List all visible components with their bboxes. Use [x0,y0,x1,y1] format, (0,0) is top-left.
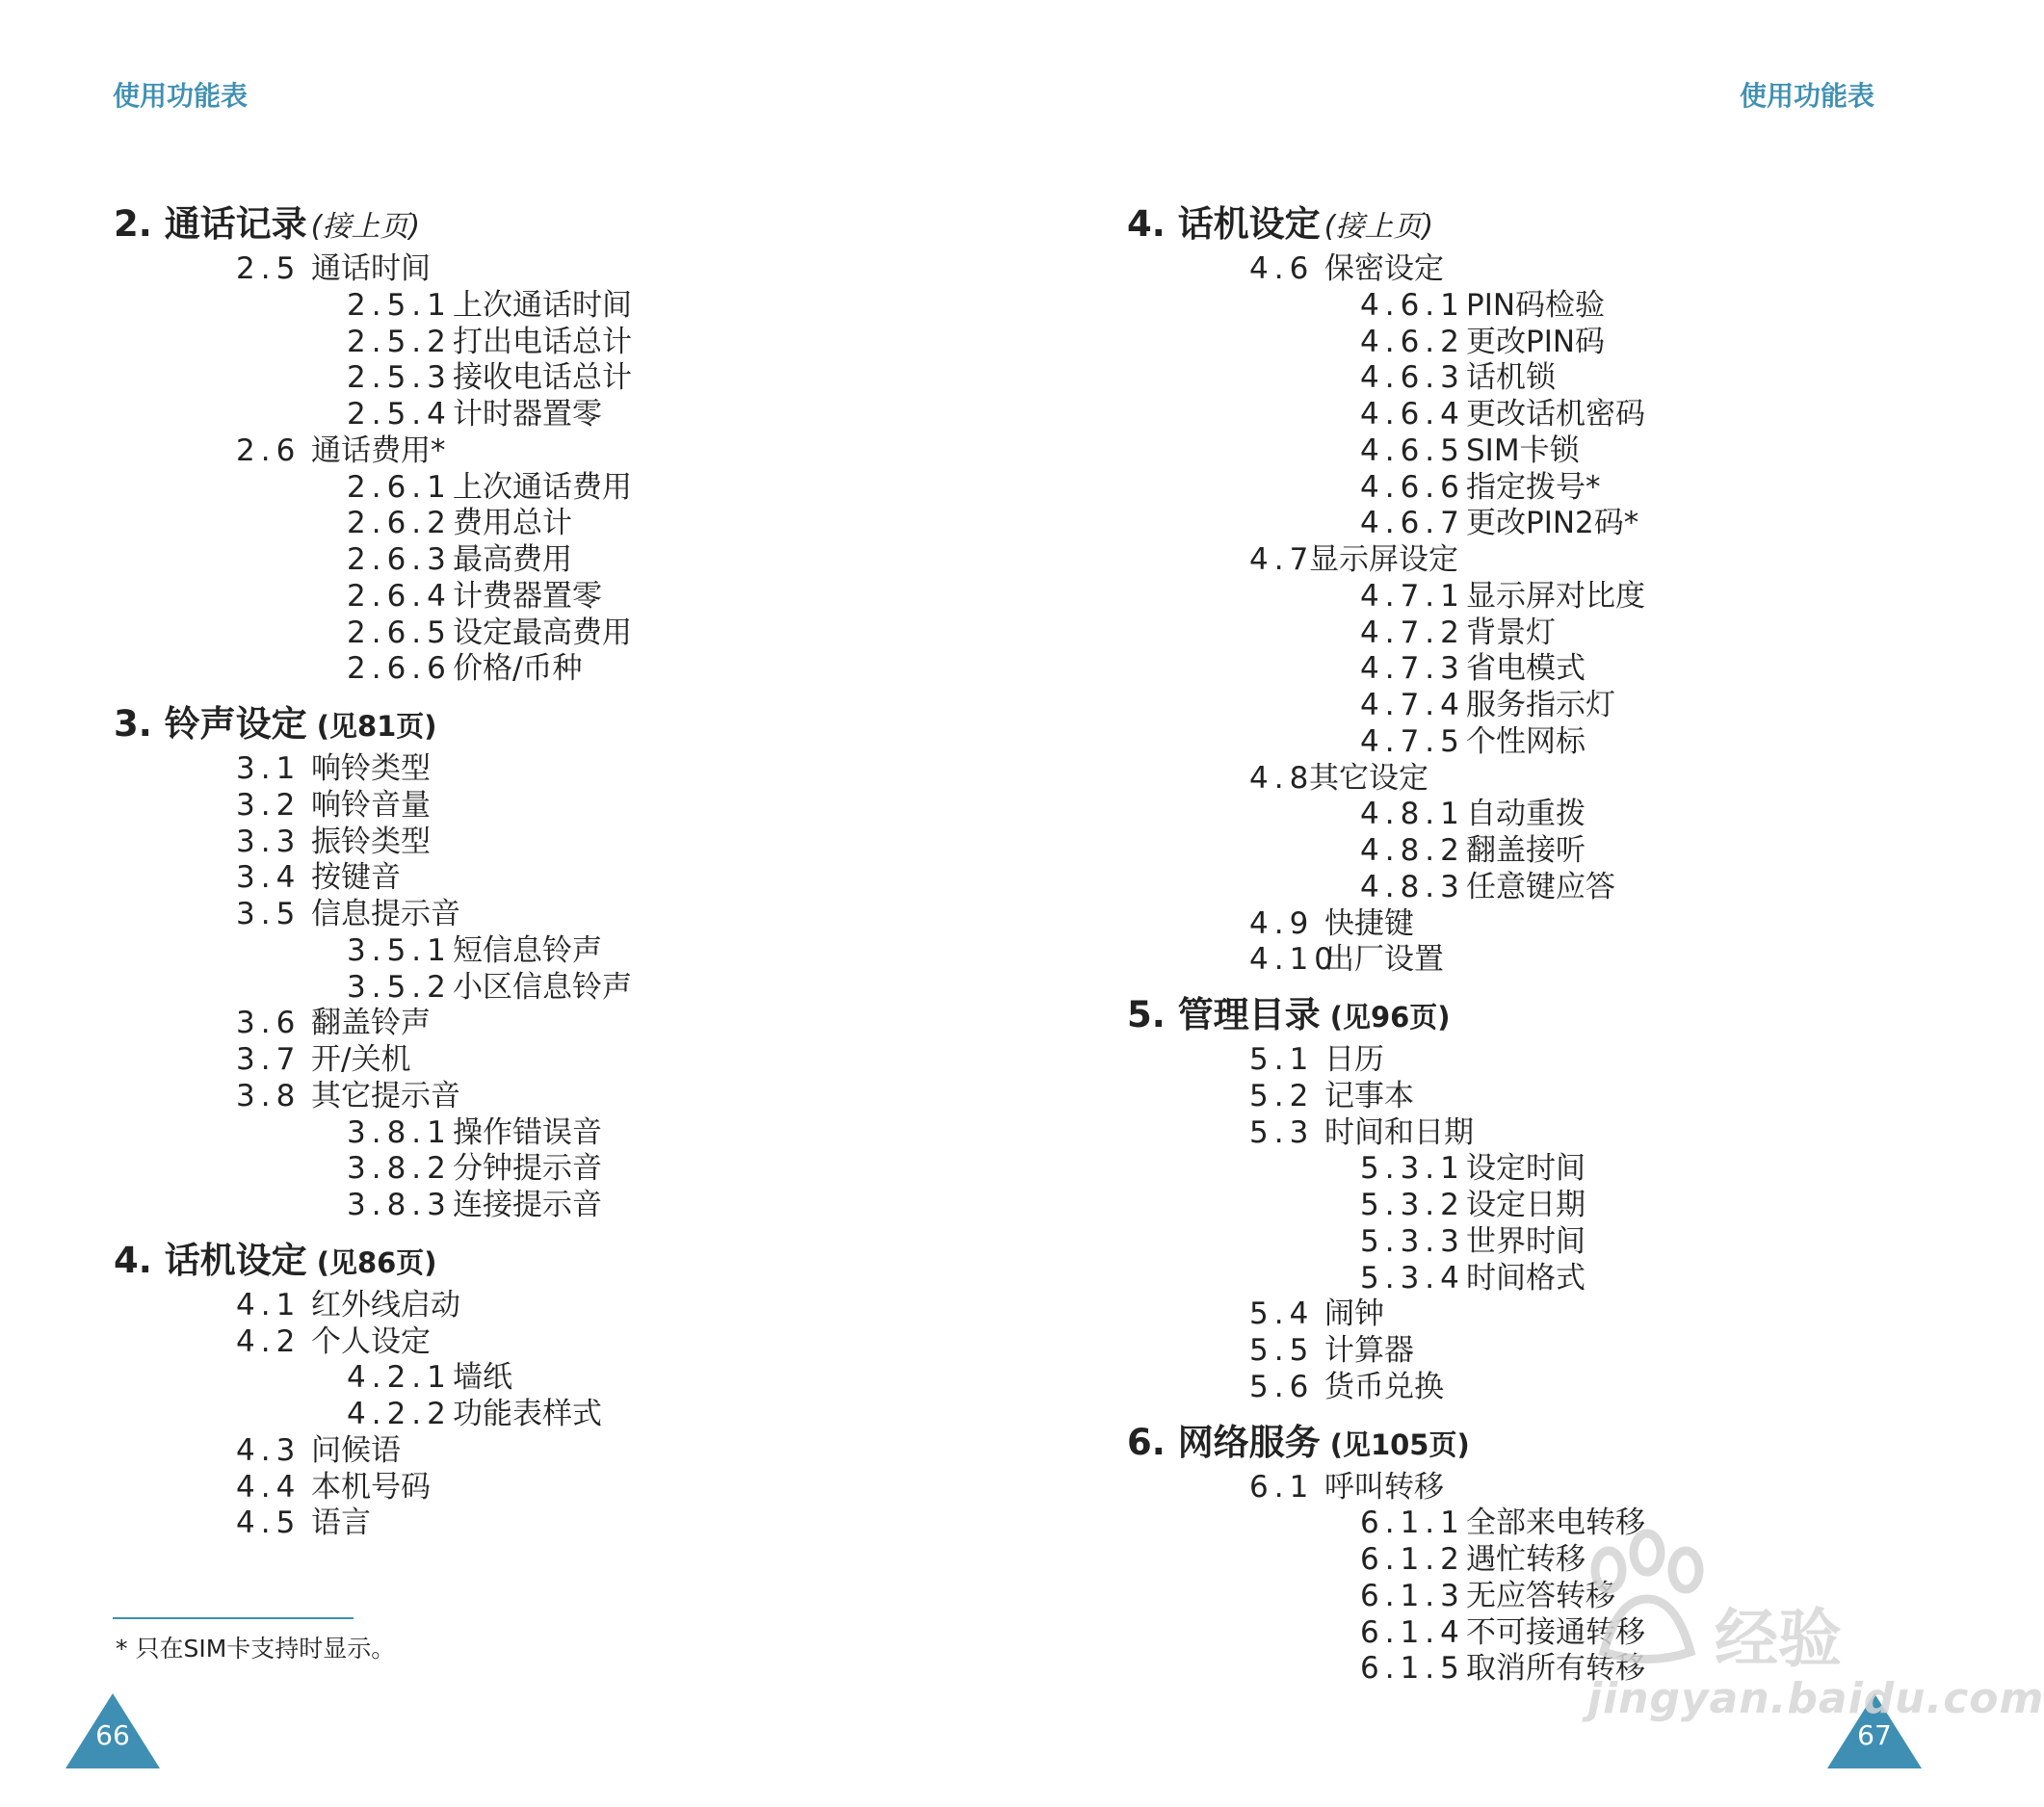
submenu-item [347,970,846,1007]
submenu-item [1360,1224,1859,1261]
section-number: 4 [1127,203,1152,245]
section-page-reference: (见81页) [316,710,437,743]
submenu-item-label: SIM卡锁 [1466,432,1580,468]
submenu-item-label: 更改PIN2码* [1466,506,1639,541]
submenu-item-number: 4.7.2 [1360,615,1465,650]
submenu-item-label: 小区信息铃声 [453,969,632,1005]
submenu-item-number: 2.5.2 [347,324,452,359]
menu-item-number: 4.5 [236,1506,301,1541]
section-page-reference: (见86页) [316,1245,437,1279]
submenu-item-number: 5.3.3 [1360,1223,1465,1259]
submenu-item-label: 不可接通转移 [1466,1614,1645,1650]
section-number-dot: . [138,703,165,745]
section-title [1127,197,1859,251]
submenu-item-number: 6.1.4 [1360,1614,1465,1650]
menu-item [236,825,846,861]
menu-item [1249,942,1859,979]
submenu-item-label: 省电模式 [1466,651,1585,687]
section-title [114,1234,846,1288]
menu-item-label: 信息提示音 [311,897,460,931]
submenu-item-number: 4.6.5 [1360,432,1465,468]
submenu-item [1360,470,1859,507]
submenu-item-label: 设定日期 [1466,1188,1585,1222]
submenu-item-number: 2.6.1 [347,469,452,505]
submenu-item-label: 更改PIN码 [1466,324,1606,359]
submenu-item [347,615,846,652]
section-number-dot: . [1151,203,1178,245]
menu-item-number: 4.10 [1249,942,1340,978]
submenu-item-number: 4.6.6 [1360,469,1465,505]
menu-item-label: 本机号码 [311,1469,431,1505]
submenu-item-number: 2.6.3 [347,542,452,577]
menu-item-number: 3.8 [236,1078,301,1113]
menu-item-label: 计算器 [1324,1333,1414,1368]
menu-item-number: 3.4 [236,860,301,896]
submenu-item [1360,433,1859,470]
submenu-item-label: 连接提示音 [453,1188,602,1222]
section-number: 2 [114,203,139,245]
menu-section [1127,197,1859,979]
menu-item-number: 3.1 [236,751,301,786]
section-heading: 通话记录 [164,203,307,245]
submenu-item [1360,288,1859,325]
menu-item [1249,1115,1859,1152]
menu-item [1249,1079,1859,1115]
section-number-dot: . [1151,994,1178,1035]
submenu-item [347,579,846,615]
submenu-item-label: 遇忙转移 [1466,1542,1585,1577]
submenu-item-label: 个性网标 [1466,723,1585,759]
submenu-item [1360,397,1859,433]
section-heading: 网络服务 [1177,1421,1321,1463]
menu-item [236,1324,846,1361]
paw-logo-icon [1580,1532,1715,1676]
submenu-item-label: 任意键应答 [1466,869,1615,904]
submenu-item-number: 2.6.2 [347,506,452,541]
submenu-item [1360,651,1859,688]
menu-item-label: 个人设定 [311,1323,431,1359]
submenu-item [1360,325,1859,361]
menu-item-number: 5.3 [1249,1114,1315,1150]
menu-item-number: 4.7 [1249,542,1315,577]
submenu-item-number: 4.8.3 [1360,869,1465,904]
submenu-item-label: 全部来电转移 [1466,1506,1645,1541]
section-continued-note: (接上页) [1323,210,1434,244]
menu-item-number: 3.7 [236,1042,301,1077]
section-page-reference: (见96页) [1329,1001,1451,1034]
section-number-dot: . [138,1239,165,1281]
submenu-item-label: 服务指示灯 [1466,688,1615,722]
submenu-item-label: 更改话机密码 [1466,397,1645,432]
submenu-item-label: 话机锁 [1466,360,1556,396]
menu-item-label: 显示屏设定 [1309,542,1458,577]
menu-item-number: 3.5 [236,897,301,931]
menu-item-label: 快捷键 [1324,905,1414,941]
section-title [1127,988,1859,1042]
submenu-item [347,1151,846,1188]
section-number-dot: . [138,203,165,245]
submenu-item-label: 指定拨号* [1466,469,1601,505]
submenu-item-number: 4.2.1 [347,1360,452,1396]
submenu-item-number: 5.3.2 [1360,1188,1465,1222]
submenu-item [1360,797,1859,833]
submenu-item-label: 取消所有转移 [1466,1651,1645,1687]
menu-item-label: 按键音 [311,860,401,896]
submenu-item-number: 5.3.4 [1360,1260,1465,1296]
menu-item [236,1506,846,1542]
submenu-item-label: 上次通话费用 [453,469,632,505]
menu-item-label: 呼叫转移 [1324,1469,1444,1505]
submenu-item [1360,1261,1859,1297]
section-heading: 话机设定 [1177,203,1321,245]
menu-item [1249,1470,1859,1506]
menu-item [1249,251,1859,288]
submenu-item-number: 4.6.1 [1360,287,1465,323]
section-number: 6 [1127,1421,1152,1463]
submenu-item [1360,833,1859,870]
menu-section [114,1234,846,1542]
menu-section [1127,988,1859,1406]
submenu-item [1360,724,1859,761]
section-heading: 铃声设定 [164,703,307,745]
submenu-item-label: 自动重拨 [1466,797,1585,832]
submenu-item-label: 显示屏对比度 [1466,578,1645,614]
page-number-right: 67 [1857,1719,1892,1751]
submenu-item-number: 3.8.1 [347,1114,452,1150]
section-continued-note: (接上页) [310,210,421,244]
menu-item [236,1470,846,1506]
menu-item-label: 问候语 [311,1432,401,1468]
section-heading: 管理目录 [1177,994,1321,1035]
menu-item-label: 开/关机 [311,1042,411,1077]
menu-item-number: 3.2 [236,787,301,823]
submenu-item-number: 2.5.3 [347,360,452,396]
menu-item-label: 保密设定 [1324,251,1444,286]
menu-item-number: 5.4 [1249,1296,1315,1332]
submenu-item-number: 2.6.5 [347,615,452,650]
menu-section [114,697,846,1224]
submenu-item-label: 上次通话时间 [453,287,632,323]
menu-item-number: 5.6 [1249,1369,1315,1404]
submenu-item-number: 5.3.1 [1360,1151,1465,1187]
menu-item-label: 翻盖铃声 [311,1006,431,1041]
submenu-item-number: 6.1.3 [1360,1578,1465,1613]
watermark-url: jingyan.baidu.com [1587,1674,2044,1723]
menu-item-number: 4.3 [236,1432,301,1468]
menu-item-number: 4.8 [1249,760,1315,796]
menu-item-label: 响铃类型 [311,751,431,786]
submenu-item-label: 打出电话总计 [453,324,632,359]
section-title [114,197,846,251]
section-page-reference: (见105页) [1329,1427,1470,1461]
submenu-item-number: 4.7.5 [1360,723,1465,759]
submenu-item [347,470,846,507]
submenu-item [1360,506,1859,542]
submenu-item-label: 费用总计 [453,506,572,541]
menu-item-label: 货币兑换 [1324,1369,1444,1404]
submenu-item-number: 2.5.1 [347,287,452,323]
menu-section [114,197,846,688]
submenu-item-label: PIN码检验 [1466,287,1606,323]
baidu-watermark [1580,1532,2044,1724]
menu-item [236,860,846,897]
submenu-item-number: 4.7.1 [1360,578,1465,614]
submenu-item [1360,688,1859,724]
submenu-item-number: 6.1.1 [1360,1506,1465,1541]
menu-item-label: 响铃音量 [311,787,431,823]
menu-item [236,1288,846,1324]
submenu-item-label: 设定时间 [1466,1151,1585,1187]
menu-item-number: 4.9 [1249,905,1315,941]
submenu-item-label: 功能表样式 [453,1397,602,1431]
running-head-left: 使用功能表 [113,80,249,112]
submenu-item [1360,870,1859,906]
section-number: 4 [114,1239,139,1281]
submenu-item-number: 6.1.5 [1360,1651,1465,1687]
menu-item [236,1433,846,1470]
submenu-item-label: 时间格式 [1466,1260,1585,1296]
menu-item-number: 4.6 [1249,251,1315,286]
submenu-item-number: 3.5.1 [347,932,452,968]
submenu-item-number: 4.6.2 [1360,324,1465,359]
submenu-item [347,1115,846,1152]
running-head-right: 使用功能表 [1739,80,1874,112]
submenu-item-label: 计时器置零 [453,397,602,432]
menu-item-label: 红外线启动 [311,1287,460,1323]
submenu-item [347,397,846,433]
menu-item [236,788,846,825]
left-page-column [114,197,846,1552]
submenu-item-label: 世界时间 [1466,1223,1585,1259]
menu-item [236,433,846,470]
menu-item-label: 语言 [311,1506,371,1541]
submenu-item-number: 2.5.4 [347,397,452,432]
footnote-divider [113,1617,354,1619]
menu-item-number: 4.4 [236,1469,301,1505]
menu-item-label: 出厂设置 [1324,942,1444,978]
submenu-item [347,288,846,325]
watermark-brand-text: 经验 [1715,1602,1842,1676]
menu-item-number: 5.1 [1249,1042,1315,1077]
submenu-item [347,542,846,579]
submenu-item [347,506,846,542]
menu-item-label: 通话时间 [311,251,431,286]
submenu-item-number: 4.2.2 [347,1397,452,1431]
menu-item-number: 2.6 [236,432,301,468]
submenu-item-number: 4.8.2 [1360,833,1465,868]
submenu-item [1360,579,1859,615]
menu-item [236,1079,846,1115]
submenu-item-number: 4.7.4 [1360,688,1465,722]
submenu-item-number: 4.6.7 [1360,506,1465,541]
submenu-item-label: 背景灯 [1466,615,1556,650]
section-heading: 话机设定 [164,1239,307,1281]
menu-item [1249,1333,1859,1370]
menu-item [1249,1296,1859,1333]
section-number: 5 [1127,994,1152,1035]
menu-item-number: 4.1 [236,1287,301,1323]
section-title [1127,1416,1859,1470]
menu-item-label: 时间和日期 [1324,1114,1474,1150]
submenu-item [1360,1188,1859,1224]
submenu-item-number: 4.8.1 [1360,797,1465,832]
menu-item-number: 4.2 [236,1323,301,1359]
menu-item [236,751,846,788]
menu-item-label: 振铃类型 [311,824,431,859]
menu-item [1249,761,1859,798]
submenu-item-number: 4.7.3 [1360,651,1465,687]
page-number-left: 66 [95,1719,130,1751]
menu-item-number: 5.2 [1249,1078,1315,1113]
submenu-item [347,325,846,361]
submenu-item-label: 翻盖接听 [1466,833,1585,868]
section-number: 3 [114,703,139,745]
menu-item [1249,906,1859,943]
menu-item [236,1006,846,1042]
submenu-item-label: 无应答转移 [1466,1578,1615,1613]
menu-item-label: 通话费用* [311,432,446,468]
menu-item-number: 5.5 [1249,1333,1315,1368]
menu-item-label: 其它设定 [1309,760,1428,796]
menu-item [1249,542,1859,579]
submenu-item [347,933,846,970]
menu-item [236,897,846,933]
submenu-item [347,360,846,397]
submenu-item-number: 2.6.6 [347,651,452,687]
menu-item-label: 日历 [1324,1042,1384,1077]
right-page-column [1127,197,1859,1697]
menu-item [236,251,846,288]
submenu-item-number: 2.6.4 [347,578,452,614]
submenu-item-number: 4.6.3 [1360,360,1465,396]
submenu-item-number: 4.6.4 [1360,397,1465,432]
submenu-item [1360,1151,1859,1188]
menu-item-number: 3.3 [236,824,301,859]
menu-item [236,1042,846,1079]
menu-item [1249,1370,1859,1406]
menu-item-number: 2.5 [236,251,301,286]
submenu-item-number: 3.5.2 [347,969,452,1005]
submenu-item [347,1397,846,1433]
section-number-dot: . [1151,1421,1178,1463]
footnote: * 只在SIM卡支持时显示。 [116,1635,396,1663]
menu-item-label: 记事本 [1324,1078,1414,1113]
submenu-item [347,1188,846,1224]
menu-item-label: 闹钟 [1324,1296,1384,1332]
submenu-item-number: 6.1.2 [1360,1542,1465,1577]
menu-item-number: 3.6 [236,1006,301,1041]
submenu-item-label: 设定最高费用 [453,615,632,650]
menu-item-label: 其它提示音 [311,1078,460,1113]
submenu-item-label: 价格/币种 [453,651,583,687]
submenu-item-label: 墙纸 [453,1360,512,1396]
submenu-item-number: 3.8.2 [347,1151,452,1187]
submenu-item-label: 短信息铃声 [453,932,602,968]
submenu-item-number: 3.8.3 [347,1188,452,1222]
submenu-item [347,1360,846,1397]
submenu-item-label: 分钟提示音 [453,1151,602,1187]
section-title [114,697,846,751]
submenu-item [1360,615,1859,652]
submenu-item [1360,360,1859,397]
submenu-item [347,651,846,688]
submenu-item-label: 接收电话总计 [453,360,632,396]
submenu-item-label: 操作错误音 [453,1114,602,1150]
menu-item-number: 6.1 [1249,1469,1315,1505]
submenu-item-label: 计费器置零 [453,578,602,614]
submenu-item-label: 最高费用 [453,542,572,577]
menu-item [1249,1042,1859,1079]
